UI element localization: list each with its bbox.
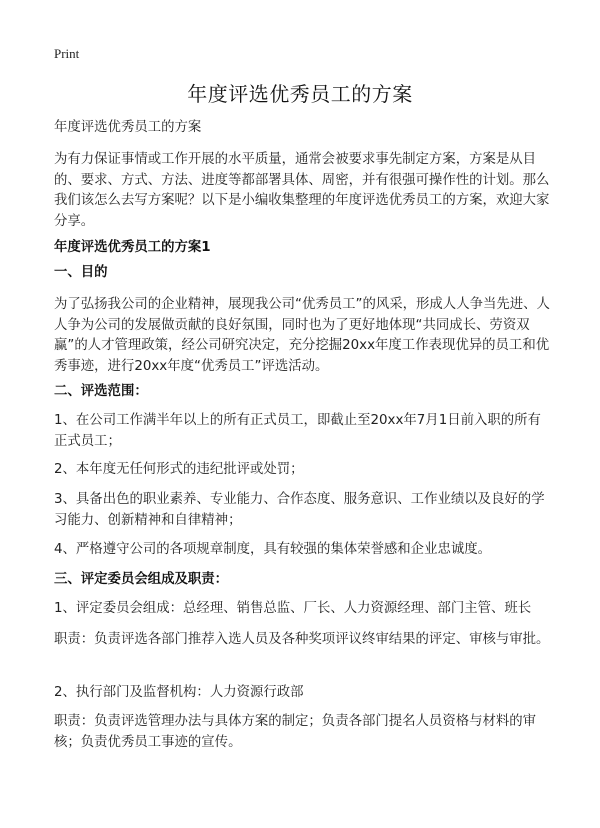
plan1-heading: 年度评选优秀员工的方案1 (54, 240, 211, 255)
section2-item-4: 4、严格遵守公司的各项规章制度，具有较强的集体荣誉感和企业忠诚度。 (54, 542, 492, 557)
section3-item-2: 2、执行部门及监督机构：人力资源行政部 (54, 685, 304, 700)
section3-item-1: 1、评定委员会组成：总经理、销售总监、厂长、人力资源经理、部门主管、班长 (54, 601, 532, 616)
intro-paragraph: 为有力保证事情或工作开展的水平质量，通常会被要求事先制定方案，方案是从目的、要求、方式、方法、进度等都部署具体、周密，并有很强可操作性的计划。那么我们该怎么去写方案呢？以下是小编收集整理的年度评选优秀员工的方案，欢迎大家分享。 (54, 152, 550, 229)
section3-duty-2: 职责：负责评选管理办法与具体方案的制定；负责各部门提名人员资格与材料的审核；负责优秀员工事迹的宣传。 (54, 714, 537, 750)
section2-item-1: 1、在公司工作满半年以上的所有正式员工，即截止至20xx年7月1日前入职的所有正式员工； (54, 413, 541, 449)
section3-heading: 三、评定委员会组成及职责： (54, 572, 229, 587)
section1-heading: 一、目的 (54, 265, 108, 280)
section3-duty-1: 职责：负责评选各部门推荐入选人员及各种奖项评议终审结果的评定、审核与审批。 (54, 632, 550, 647)
print-link[interactable]: Print (54, 46, 80, 61)
document-subtitle: 年度评选优秀员工的方案 (54, 120, 202, 135)
section1-body: 为了弘扬我公司的企业精神，展现我公司“优秀员工”的风采，形成人人争当先进、人人争为公司的发展做贡献的良好氛围，同时也为了更好地体现“共同成长、劳资双赢”的人才管理政策，经公司研究决定，充分挖掘20xx年度工作表现优异的员工和优秀事迹，进行20xx年度“优秀员工”评选活动。 (54, 297, 550, 374)
section2-heading: 二、评选范围： (54, 384, 148, 399)
section2-item-3: 3、具备出色的职业素养、专业能力、合作态度、服务意识、工作业绩以及良好的学习能力、创新精神和自律精神； (54, 492, 545, 528)
page-title: 年度评选优秀员工的方案 (187, 82, 413, 106)
section2-item-2: 2、本年度无任何形式的违纪批评或处罚； (54, 462, 304, 477)
